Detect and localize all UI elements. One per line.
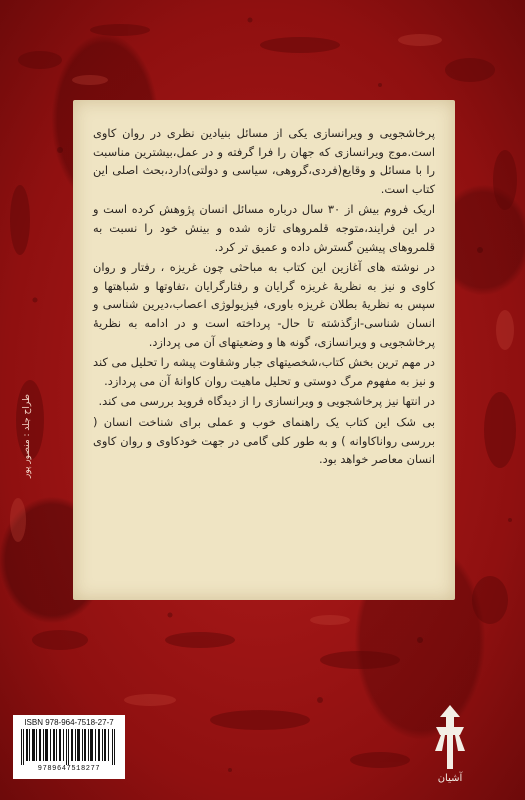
blurb-paragraph: اریک فروم بیش از ۳۰ سال درباره مسائل انسان پژوهش کرده است و در این فرایند،متوجه قلمروهای تازه شده و بینش خود را نسبت به قلمروهای پیشین گسترش داده و عمیق تر کرد. [93,202,436,254]
blurb-text [93,124,435,469]
blurb-paragraph: در مهم ترین بخش کتاب،شخصیتهای جبار وشقاوت پیشه را تحلیل می کند و نیز به مفهوم مرگ دوستی و تحلیل ماهیت روان کاوانهٔ آن می پردازد. [93,355,435,388]
publisher-name: آشیان [437,773,463,784]
publisher-logo-icon [430,703,470,783]
designer-credit: طراح جلد : منصور پور [22,394,32,479]
barcode-digits: 9789647518277 [37,765,101,773]
blurb-paragraph: پرخاشجویی و ویرانسازی یکی از مسائل بنیادین نظری در روان کاوی است.موج ویرانسازی که جهان را فرا گرفته و در عمل،بیشترین مناسبت را با مسائل و وقایع(فردی،گروهی، سیاسی و دولتی)دارد،بحث اصلی این کتاب است. [93,126,435,196]
blurb-paragraph: بی شک این کتاب یک راهنمای خوب و عملی برای شناخت انسان ( بررسی رواناکاوانه ) و به طور کلی گامی در جهت خودکاوی و روان کاوی انسان معاصر خواهد بود. [93,414,435,467]
barcode-box [13,715,125,779]
isbn-number: ISBN 978-964-7518-27-7 [24,718,114,727]
blurb-paragraph: در نوشته های آغازین این کتاب به مباحثی چون غریزه ، رفتار و روان کاوی و نیز به نظریهٔ غریزه گرایان و رفتارگرایان ،تفاوتها و شباهتها و سپس به نظریهٔ بطلان غریزه باوری، فیزیولوژی اعصاب،دیرین شناسی و انسان شناسی-ازگذشته تا حال- پرداخته است و در ادامه به نظریهٔ پرخاشجویی و ویرانسازی، گونه ها و وضعیتهای آن می پردازد. [93,260,435,349]
blurb-panel [73,100,455,600]
blurb-paragraph: در انتها نیز پرخاشجویی و ویرانسازی را از دیدگاه فروید بررسی می کند. [98,394,435,409]
barcode [20,729,118,765]
